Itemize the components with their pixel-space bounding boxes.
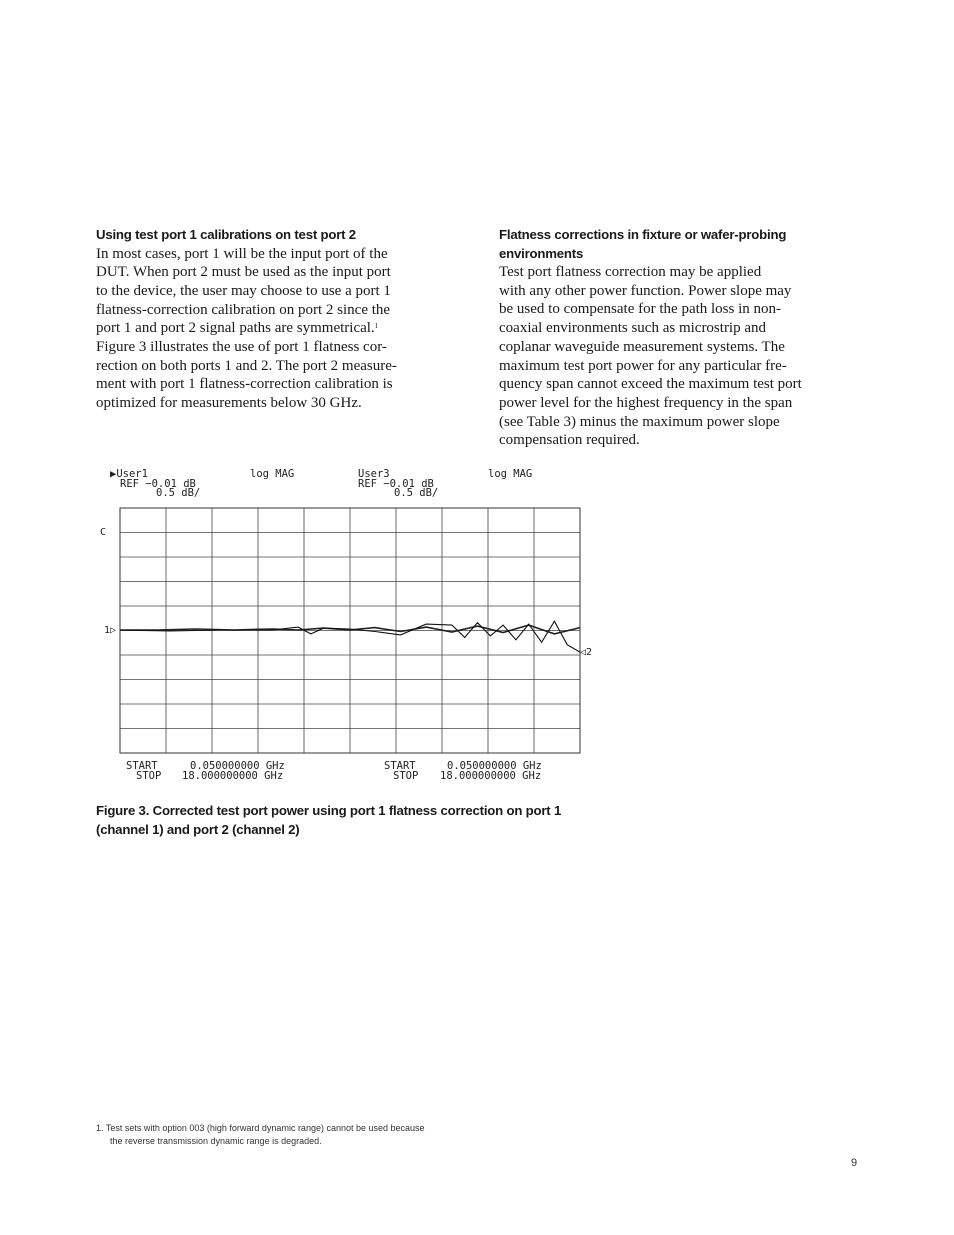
- analyzer-plot: [96, 462, 596, 792]
- ch2-reference-marker: ◁2: [580, 647, 593, 658]
- footnote-line: 1. Test sets with option 003 (high forward dynamic range) cannot be used because: [96, 1123, 425, 1133]
- body-line: flatness-correction calibration on port 2 since the: [96, 301, 391, 318]
- body-line: compensation required.: [499, 432, 640, 449]
- footnote: [96, 1122, 425, 1148]
- section-heading-test-port: Using test port 1 calibrations on test port 2: [96, 227, 356, 242]
- body-line: In most cases, port 1 will be the input port of the: [96, 245, 388, 262]
- ch1-name: ▶User1: [110, 468, 148, 480]
- body-line: be used to compensate for the path loss in non-: [499, 301, 782, 318]
- body-line: port 1 and port 2 signal paths are symmetrical.: [96, 320, 375, 337]
- ch1-stop-label: STOP: [136, 770, 162, 782]
- body-line: Test port flatness correction may be applied: [499, 264, 762, 280]
- ch2-name: User3: [358, 468, 390, 480]
- ch1-start-label: START: [126, 760, 158, 772]
- body-line: to the device, the user may choose to use a port 1: [96, 282, 391, 299]
- ch2-stop-value: 18.000000000 GHz: [440, 770, 542, 782]
- section-heading-flatness-line-1: Flatness corrections in fixture or wafer-probing: [499, 227, 787, 242]
- right-column: [499, 226, 869, 450]
- caption-line: Figure 3. Corrected test port power using port 1 flatness correction on port 1: [96, 803, 562, 818]
- body-line: with any other power function. Power slope may: [499, 282, 792, 299]
- ch2-stop-label: STOP: [393, 770, 419, 782]
- section-heading-flatness-line-2: environments: [499, 245, 584, 261]
- left-column: [96, 226, 464, 413]
- page-number: 9: [851, 1157, 858, 1169]
- body-line: coplanar waveguide measurement systems. The: [499, 338, 785, 355]
- body-line: DUT. When port 2 must be used as the input port: [96, 264, 391, 281]
- ch2-scale: 0.5 dB/: [394, 487, 439, 499]
- figure-caption: [96, 802, 616, 839]
- marker-c: C: [100, 527, 107, 538]
- figure-network-analyzer-display: [96, 462, 596, 792]
- ch1-start-value: 0.050000000 GHz: [190, 760, 285, 772]
- body-line: rection on both ports 1 and 2. The port 2 measure-: [96, 357, 397, 374]
- footnote-reference: 1: [374, 322, 379, 331]
- ch1-scale: 0.5 dB/: [156, 487, 201, 499]
- body-line: optimized for measurements below 30 GHz.: [96, 395, 362, 412]
- ch2-format: log MAG: [488, 468, 533, 480]
- ch1-stop-value: 18.000000000 GHz: [182, 770, 284, 782]
- ch2-start-value: 0.050000000 GHz: [447, 760, 542, 772]
- ch2-start-label: START: [384, 760, 416, 772]
- ch1-format: log MAG: [250, 468, 295, 480]
- body-line: Figure 3 illustrates the use of port 1 flatness cor-: [96, 339, 387, 356]
- section-body-flatness: [499, 263, 869, 450]
- footnote-line: the reverse transmission dynamic range is degraded.: [110, 1136, 322, 1146]
- ch2-ref: REF −0.01 dB: [358, 478, 434, 490]
- body-line: power level for the highest frequency in the span: [499, 394, 793, 411]
- body-line: ment with port 1 flatness-correction calibration is: [96, 376, 393, 393]
- body-line: coaxial environments such as microstrip and: [499, 320, 767, 337]
- caption-line: (channel 1) and port 2 (channel 2): [96, 821, 300, 837]
- ch1-ref: REF −0.01 dB: [120, 478, 196, 490]
- body-line: (see Table 3) minus the maximum power slope: [499, 413, 780, 430]
- body-line: quency span cannot exceed the maximum test port: [499, 376, 802, 393]
- body-line-with-footnote: [96, 319, 464, 338]
- body-line: maximum test port power for any particular fre-: [499, 357, 787, 374]
- section-body-test-port: [96, 245, 464, 413]
- ch1-reference-marker: 1▷: [104, 625, 117, 636]
